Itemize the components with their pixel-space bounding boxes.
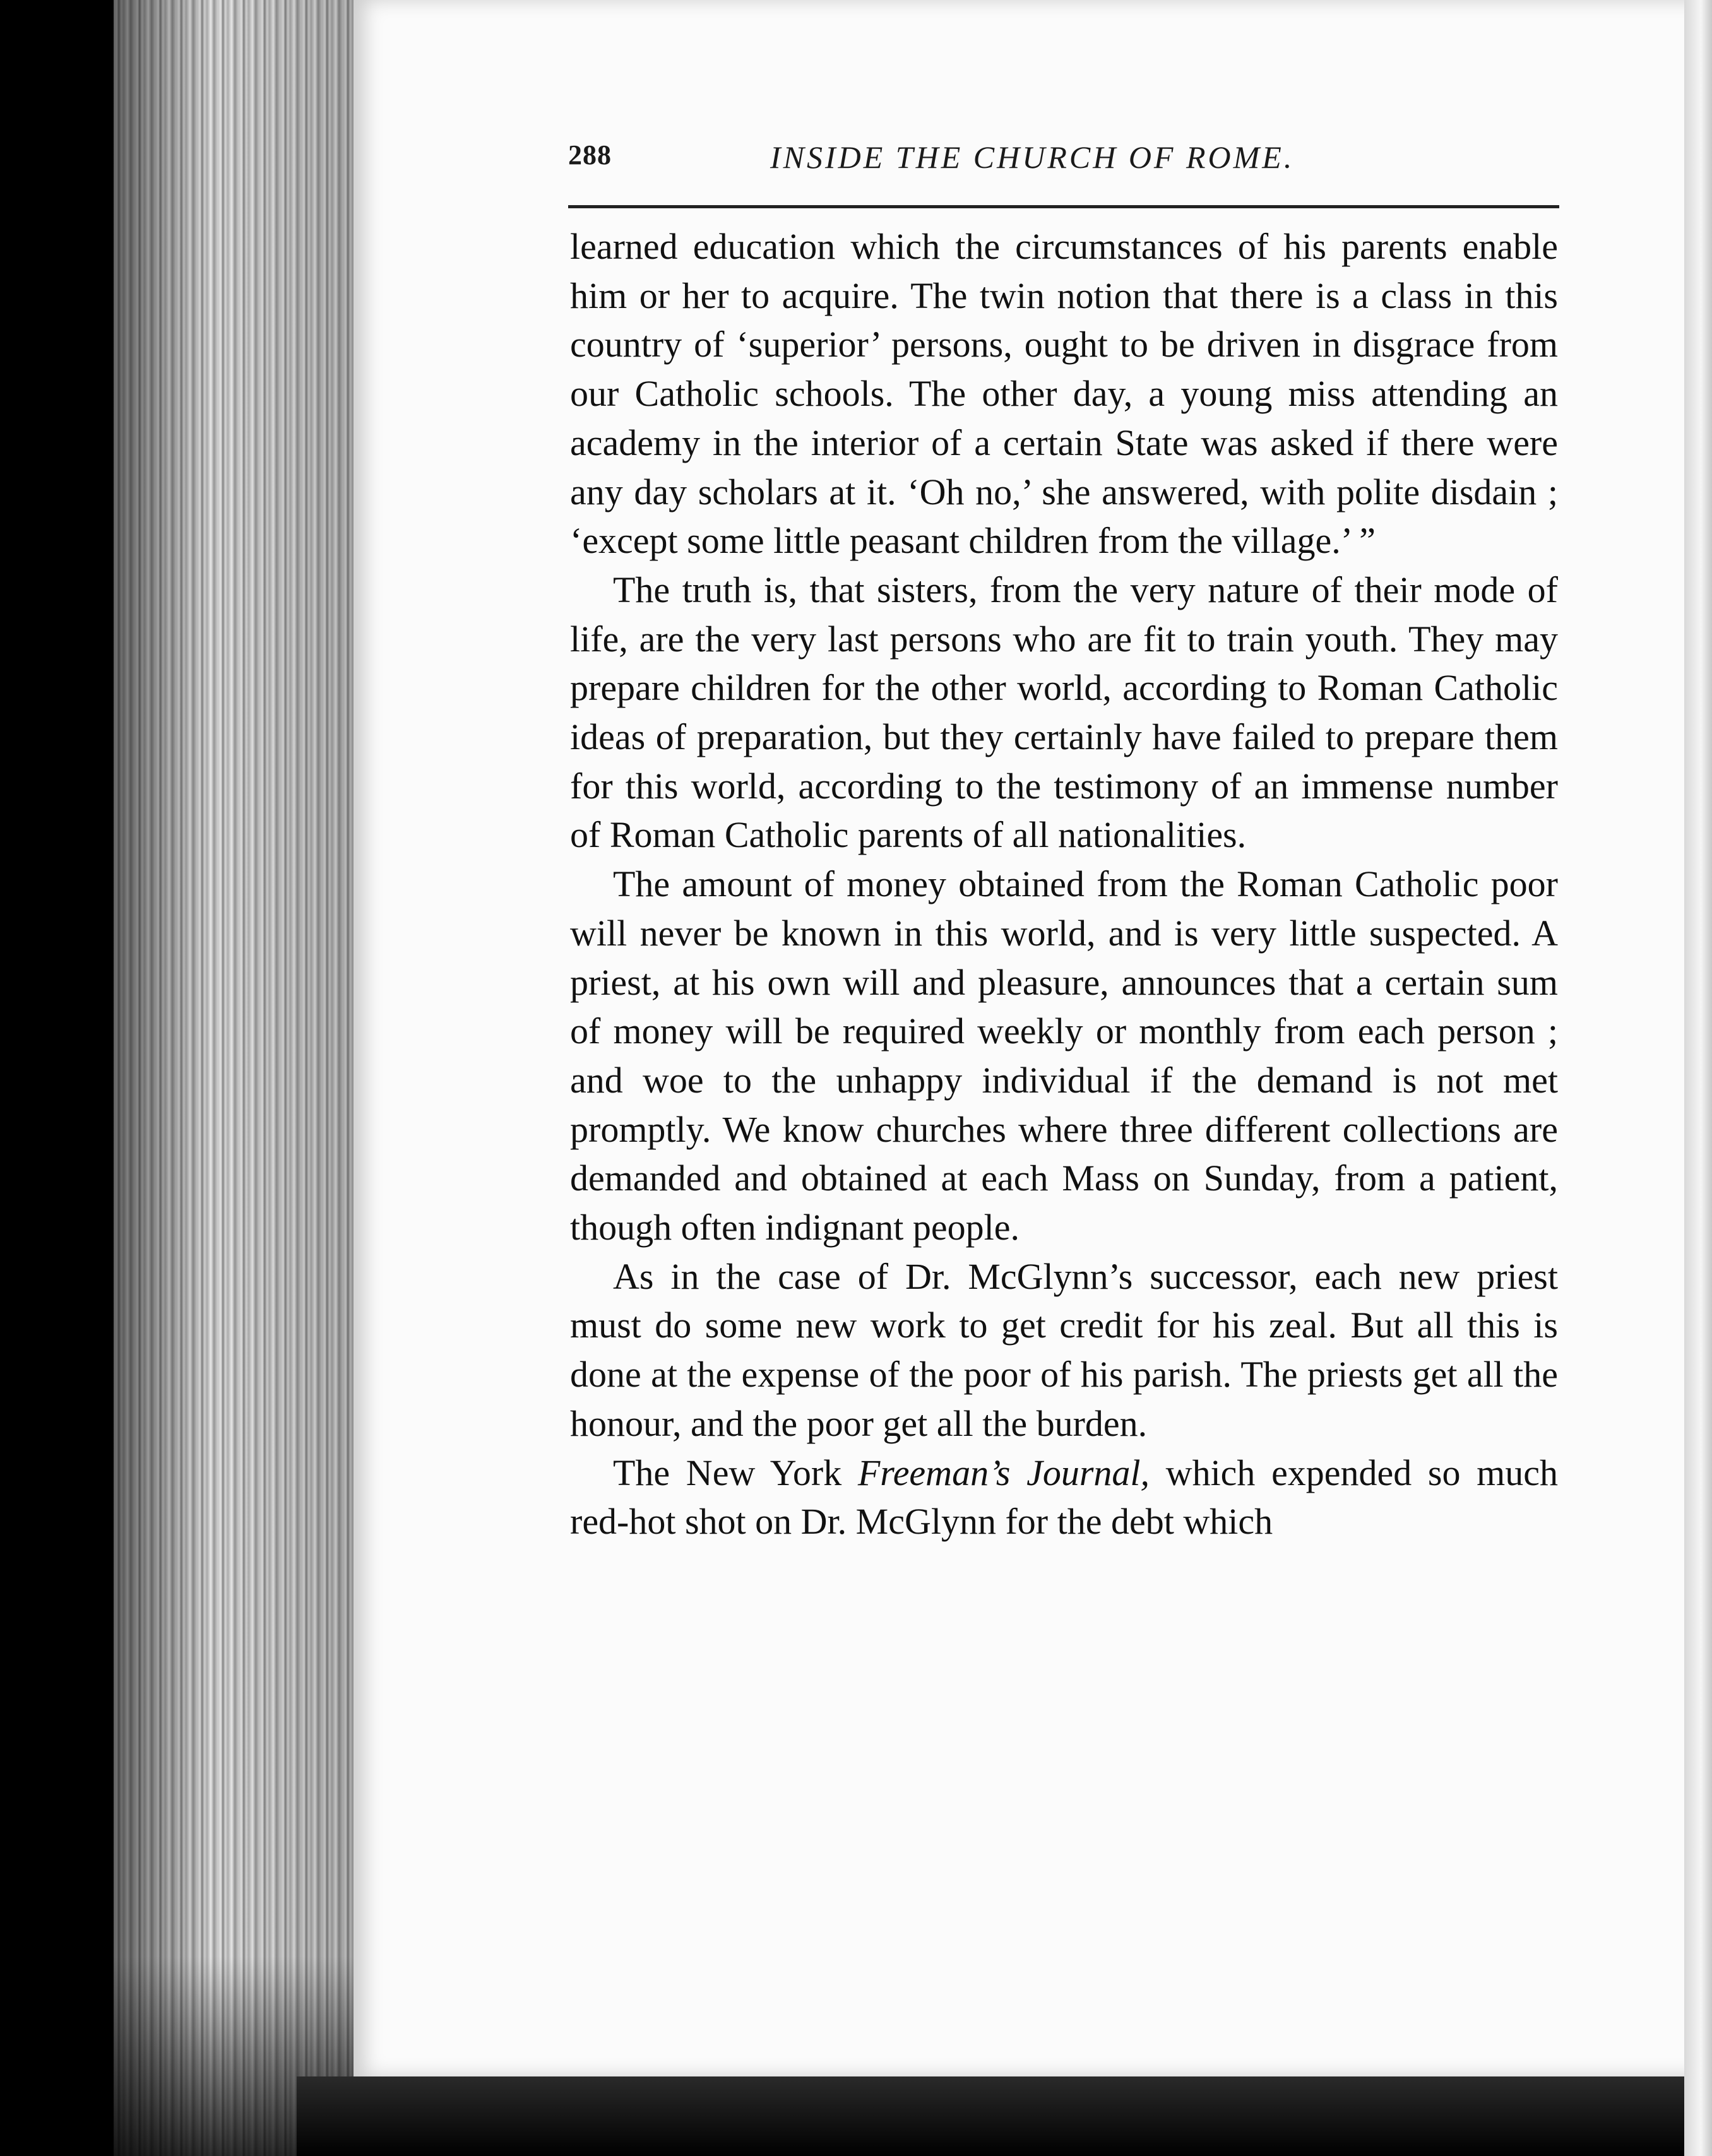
paragraph-money: The amount of money obtained from the Roman Catholic poor will never be known in this world, and is very little suspected. A priest, at his own will and pleasure, announces that a certain sum of money will be required weekly or monthly from each person ; and woe to the unhappy individual if the demand is not met promptly. We know churches where three different collections are demanded and obtained at each Mass on Sunday, from a patient, though often indignant people.	[570, 863, 1558, 1248]
body-text	[570, 222, 1558, 1546]
running-header	[568, 134, 1559, 184]
page-bottom-shadow	[297, 2076, 1712, 2156]
paragraph-sisters: The truth is, that sisters, from the very nature of their mode of life, are the very last persons who are fit to train youth. They may prepare children for the other world, according to Roman Catholic ideas of preparation, but they certainly have failed to prepare them for this world, according to the testimony of an immense number of Roman Catholic parents of all nationalities.	[570, 569, 1558, 856]
running-title: INSIDE THE CHURCH OF ROME.	[770, 139, 1295, 175]
paragraph-mcglynn: As in the case of Dr. McGlynn’s successor, each new priest must do some new work to get credit for his zeal. But all this is done at the expense of the poor of his parish. The priests get all the honour, and the poor get all the burden.	[570, 1255, 1558, 1444]
paragraph-freemans-journal	[570, 1448, 1558, 1546]
paragraph-text-end: which expended so much red-hot shot on Dr. McGlynn for the debt which	[570, 1452, 1558, 1543]
page-edge-shadow	[114, 0, 366, 2156]
page-number: 288	[568, 139, 612, 170]
journal-title: Freeman’s Journal,	[857, 1452, 1150, 1493]
paragraph-continued: learned education which the circumstances of his parents enable him or her to acquire. The twin notion that there is a class in this country of ‘superior’ persons, ought to be driven in disgrace from our Catholic schools. The other day, a young miss attending an academy in the interior of a certain State was asked if there were any day scholars at it. ‘Oh no,’ she answered, with polite disdain ; ‘except some little peasant children from the village.’ ”	[570, 226, 1558, 562]
right-page-edge	[1684, 0, 1712, 2156]
paragraph-text-start: The New York	[613, 1452, 858, 1493]
header-rule	[568, 205, 1559, 208]
